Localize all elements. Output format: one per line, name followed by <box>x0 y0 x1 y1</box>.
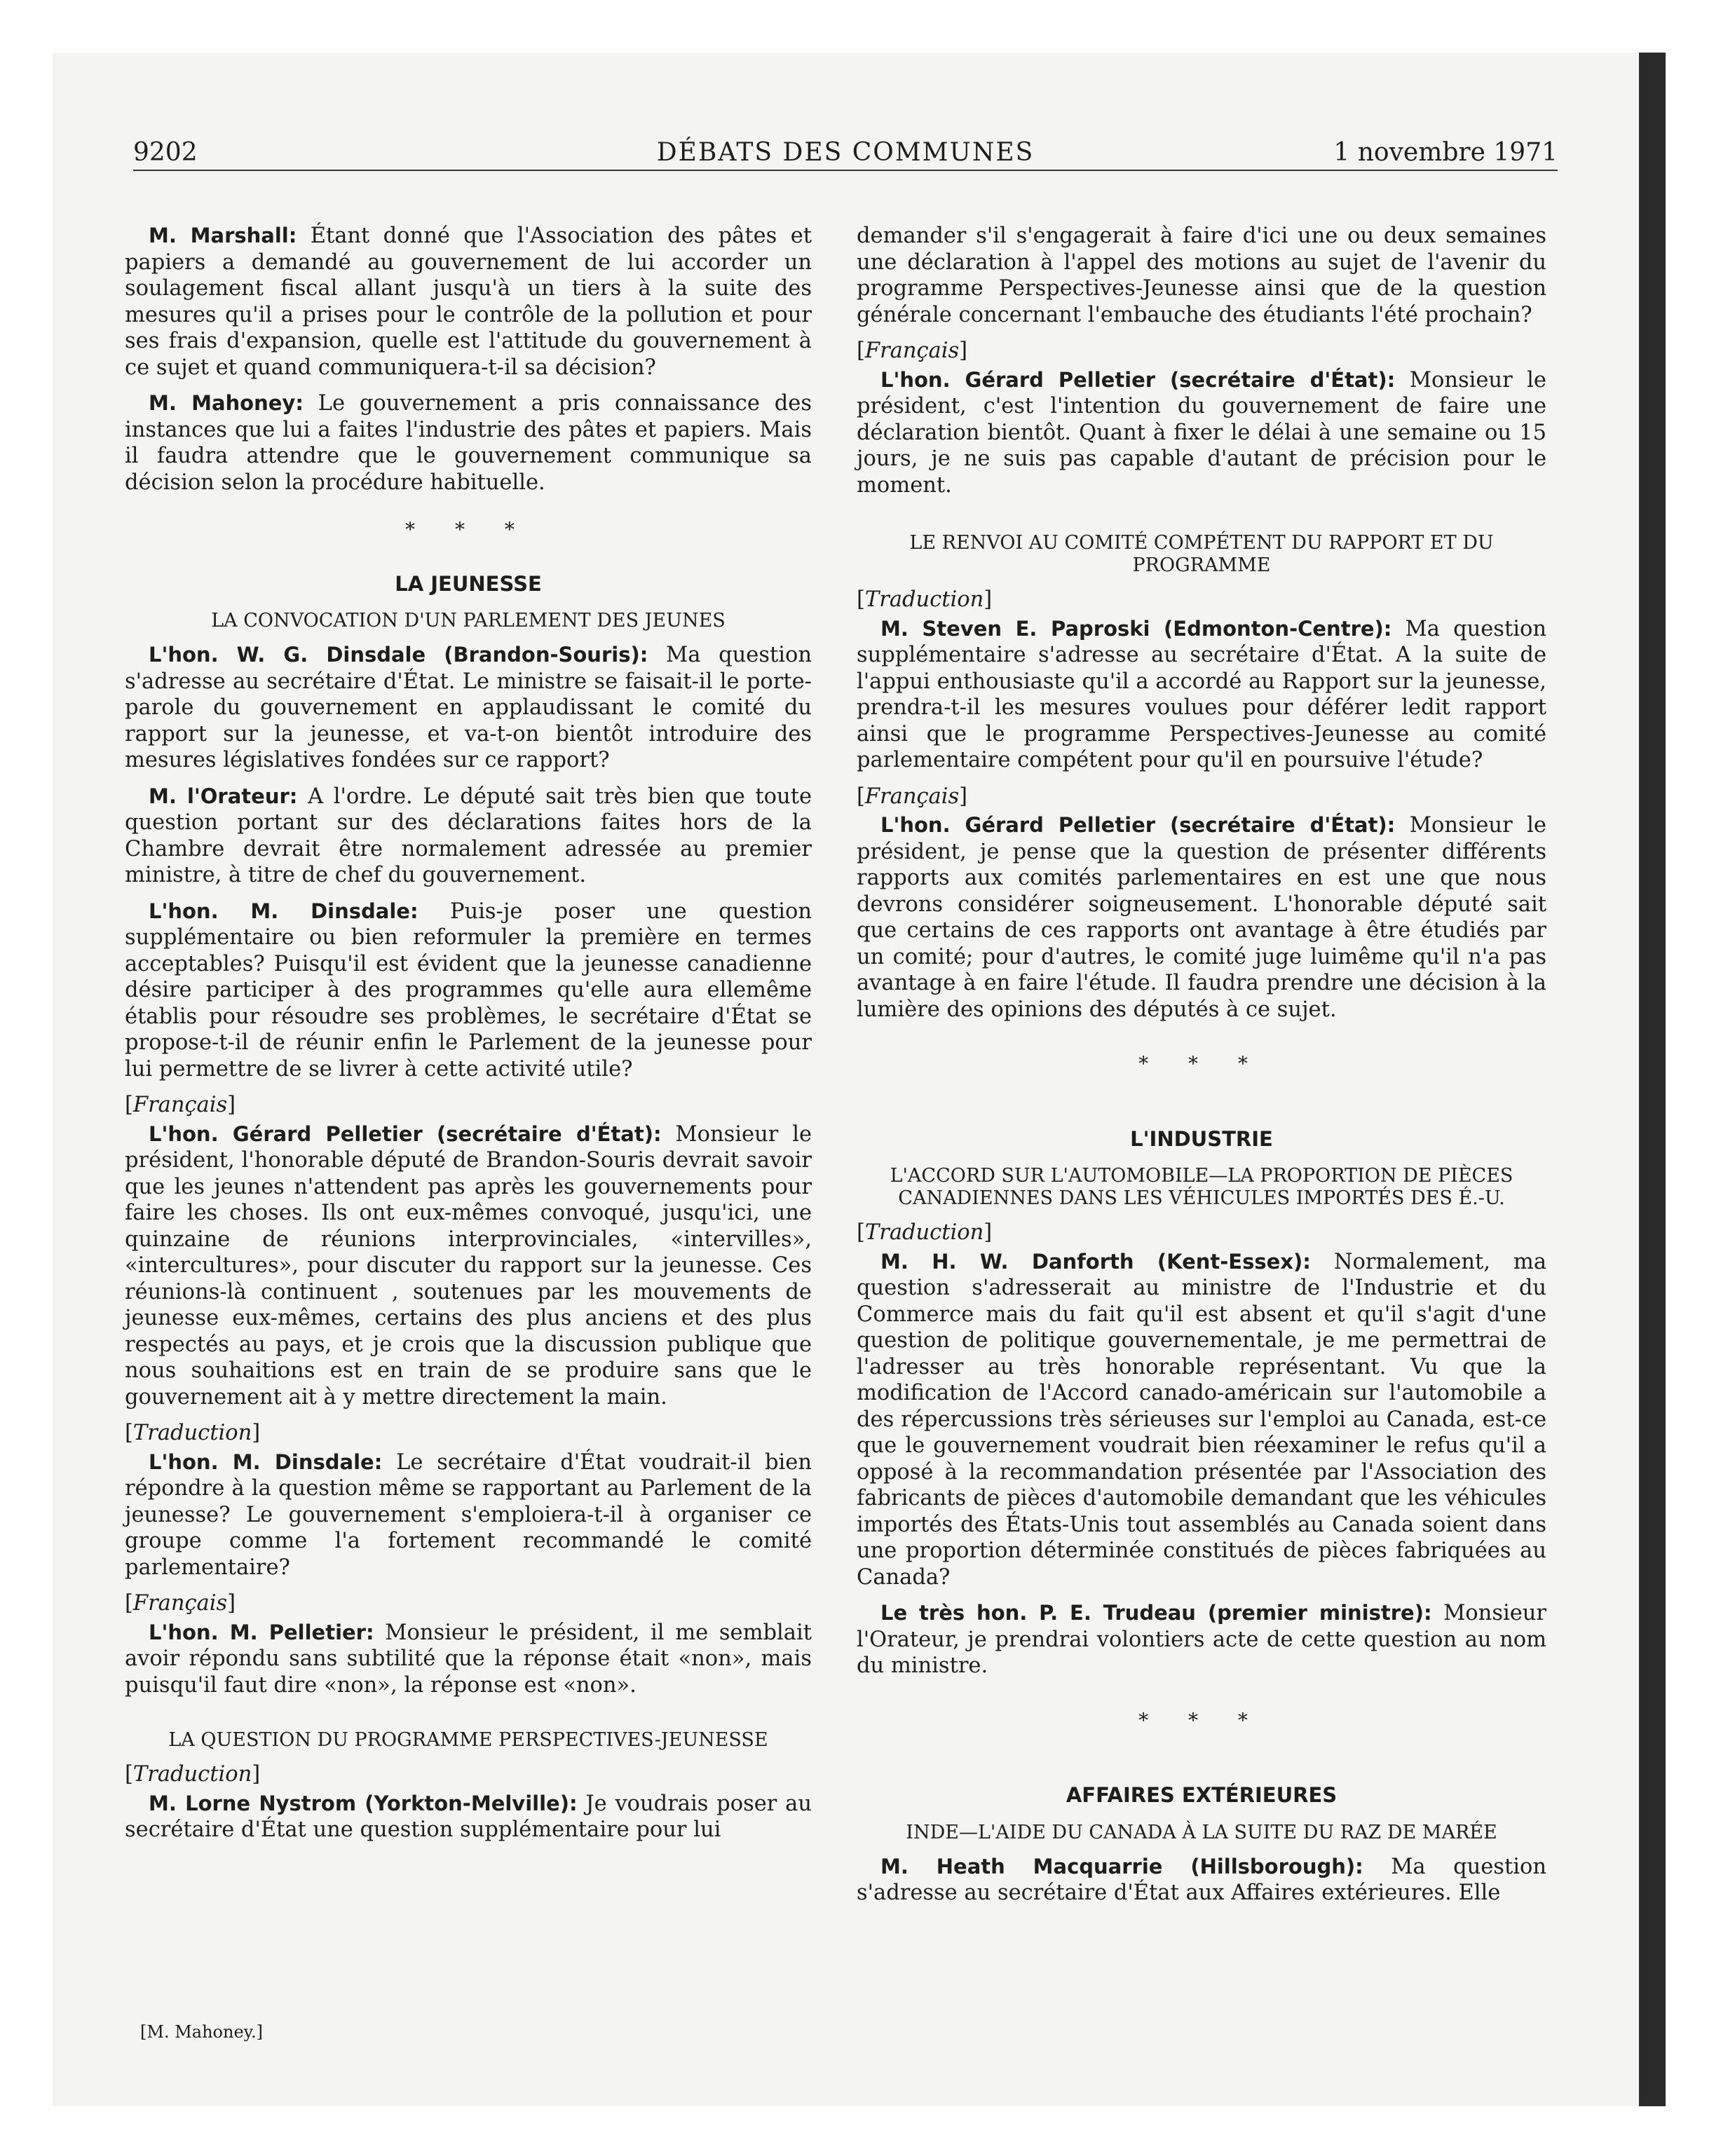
speech-text: Étant donné que l'Association des pâtes et papiers a demandé au gouvernement de lui accorder un soulagement fiscal allant jusqu'à un tiers à la suite des mesures qu'il a prises pour le contrôle de la pollution et pour ses frais d'expansion, quelle est l'attitude du gouvernement à ce sujet et quand communiquera-t-il sa décision? <box>125 224 812 380</box>
paragraph <box>857 812 1546 1023</box>
speech-text: demander s'il s'engagerait à faire d'ici une ou deux semaines une déclaration à l'appel des motions au sujet de l'avenir du programme Perspectives-Jeunesse ainsi que de la question générale concernant l'embauche des étudiants l'été prochain? <box>857 224 1546 327</box>
section-separator: * * * <box>405 518 531 541</box>
section-heading: LA JEUNESSE <box>395 571 542 596</box>
speaker-name: M. Mahoney: <box>149 391 304 415</box>
paragraph <box>857 1249 1546 1591</box>
speaker-name: L'hon. Gérard Pelletier (secrétaire d'État): <box>880 813 1396 837</box>
language-note <box>125 1761 812 1788</box>
speech-text: Ma question s'adresse au secrétaire d'État. Le ministre se faisait-il le porte-parole du gouvernement en applaudissant le comité du rapport sur la jeunesse, et va-t-on bientôt introduire des mesures législatives fondées sur ce rapport? <box>125 643 812 772</box>
speech-text: Je voudrais poser au secrétaire d'État une question supplémentaire pour lui <box>125 1791 812 1842</box>
speaker-name: M. Marshall: <box>149 224 297 247</box>
speech-text: Ma question s'adresse au secrétaire d'État aux Affaires extérieures. Elle <box>857 1854 1546 1905</box>
issue-date: 1 novembre 1971 <box>1333 138 1558 167</box>
language-note <box>125 1092 812 1119</box>
speech-text: Monsieur le président, il me semblait avoir répondu sans subtilité que la réponse était «non», mais puisqu'il faut dire «non», la réponse est «non». <box>125 1620 812 1698</box>
language-label: [ Traduction ] <box>857 587 992 612</box>
section-heading: L'INDUSTRIE <box>1130 1126 1273 1151</box>
speech-text: Normalement, ma question s'adresserait au ministre de l'Industrie et du Commerce mais du fait qu'il est absent et qu'il s'agit d'une question de politique gouvernementale, je me permettrai de l'adresser au très honorable représentant. Vu que la modification de l'Accord canado-américain sur l'automobile a des répercussions très sérieuses sur l'emploi au Canada, est-ce que le gouvernement voudrait bien réexaminer le refus qu'il a opposé à la recommandation présentée par l'Association des fabricants de pièces d'automobile demandant que les véhicules importés des États-Unis tout assemblés au Canada soient dans une proportion déterminée constitués de pièces fabriquées au Canada? <box>857 1249 1547 1590</box>
right-column <box>857 223 1546 1916</box>
speaker-name: L'hon. Gérard Pelletier (secrétaire d'État): <box>149 1121 662 1146</box>
speech-text: A l'ordre. Le député sait très bien que toute question portant sur des déclarations faites hors de la Chambre devrait être normalement adressée au premier ministre, à titre de chef du gouvernement. <box>125 784 812 887</box>
speech-text: Monsieur le président, c'est l'intention du gouvernement de faire une déclaration bientôt. Quant à fixer le délai à une semaine ou 15 jours, je ne suis pas capable d'autant de précision pour le moment. <box>857 367 1546 498</box>
paragraph <box>125 1620 812 1699</box>
publication-title: DÉBATS DES COMMUNES <box>656 138 1035 167</box>
subheading: LA CONVOCATION D'UN PARLEMENT DES JEUNES <box>211 610 726 632</box>
speech-text: Monsieur le président, l'honorable député de Brandon-Souris devrait savoir que les jeunes n'attendent pas après les gouvernements pour faire les choses. Ils ont eux-mêmes convoqué, jusqu'ici, une quinzaine de réunions interprovinciales, «intervilles», «intercultures», pour discuter du rapport sur la jeunesse. Ces réunions-là continuent , soutenues par les mouvements de jeunesse eux-mêmes, certains des plus anciens et des plus respectés au pays, et je crois que la discussion publique que nous souhaitions est en train de se produire sans que le gouvernement ait à y mettre directement la main. <box>125 1121 812 1410</box>
paragraph <box>857 616 1546 774</box>
language-note <box>857 1220 1546 1246</box>
language-note <box>857 338 1546 364</box>
speaker-name: M. H. W. Danforth (Kent-Essex): <box>880 1249 1311 1274</box>
language-label: [ Français ] <box>857 784 967 809</box>
subheading: INDE—L'AIDE DU CANADA À LA SUITE DU RAZ DE MARÉE <box>906 1821 1497 1843</box>
speech-text: Monsieur l'Orateur, je prendrai volontiers acte de cette question au nom du ministre. <box>857 1601 1546 1678</box>
paragraph <box>857 367 1546 499</box>
language-note <box>857 784 1546 810</box>
language-label: [ Traduction ] <box>125 1762 260 1787</box>
section-separator: * * * <box>1138 1708 1265 1732</box>
speaker-name: M. Steven E. Paproski (Edmonton-Centre): <box>880 616 1392 641</box>
page-header <box>133 135 1558 171</box>
binding-edge <box>1639 53 1666 2106</box>
language-label: [ Français ] <box>857 339 967 363</box>
footnote: [M. Mahoney.] <box>140 2022 264 2042</box>
paragraph <box>857 223 1546 328</box>
language-label: [ Français ] <box>125 1591 236 1616</box>
speaker-name: L'hon. M. Dinsdale: <box>149 1449 383 1474</box>
speaker-name: L'hon. Gérard Pelletier (secrétaire d'État): <box>880 367 1396 392</box>
left-column <box>125 223 812 1853</box>
speech-text: Le secrétaire d'État voudrait-il bien répondre à la question même se rapportant au Parlement de la jeunesse? Le gouvernement s'emploiera-t-il à organiser ce groupe comme l'a fortement recommandé le comité parlementaire? <box>125 1449 812 1580</box>
paragraph <box>125 1449 812 1581</box>
paragraph <box>125 1121 812 1411</box>
page-number: 9202 <box>133 138 198 167</box>
subheading: LA QUESTION DU PROGRAMME PERSPECTIVES-JEUNESSE <box>168 1729 768 1751</box>
speaker-name: L'hon. M. Dinsdale: <box>149 899 419 923</box>
subheading: L'ACCORD SUR L'AUTOMOBILE—LA PROPORTION DE PIÈCES CANADIENNES DANS LES VÉHICULES IMPORTÉS DES É.-U. <box>890 1165 1513 1209</box>
paragraph <box>857 1854 1546 1906</box>
speech-text: Le gouvernement a pris connaissance des instances que lui a faites l'industrie des pâtes et papiers. Mais il faudra attendre que le gouvernement communique sa décision selon la procédure habituelle. <box>125 391 812 495</box>
speech-text: Ma question supplémentaire s'adresse au secrétaire d'État. A la suite de l'appui enthousiaste qu'il a accordé au Rapport sur la jeunesse, prendra-t-il les mesures voulues pour déférer ledit rapport ainsi que le programme Perspectives-Jeunesse au comité parlementaire compétent pour qu'il en poursuive l'étude? <box>857 616 1546 772</box>
speech-text: Monsieur le président, je pense que la question de présenter différents rapports aux comités parlementaires en est une que nous devrons considérer soigneusement. L'honorable député sait que certains de ces rapports ont avantage à être étudiés par un comité; pour d'autres, le comité juge luimême qu'il n'a pas avantage à en faire l'étude. Il faudra prendre une décision à la lumière des opinions des députés à ce sujet. <box>857 813 1546 1022</box>
paragraph <box>125 223 812 381</box>
speaker-name: Le très hon. P. E. Trudeau (premier ministre): <box>880 1601 1432 1625</box>
paragraph <box>125 390 812 496</box>
language-note <box>125 1420 812 1447</box>
language-note <box>125 1590 812 1617</box>
language-label: [ Traduction ] <box>857 1220 992 1245</box>
paragraph <box>125 784 812 889</box>
speaker-name: L'hon. W. G. Dinsdale (Brandon-Souris): <box>149 643 648 667</box>
section-heading: AFFAIRES EXTÉRIEURES <box>1066 1783 1338 1807</box>
language-label: [ Traduction ] <box>125 1421 260 1445</box>
speaker-name: M. l'Orateur: <box>149 784 298 808</box>
section-separator: * * * <box>1138 1052 1265 1075</box>
language-note <box>857 587 1546 613</box>
speaker-name: L'hon. M. Pelletier: <box>149 1620 374 1644</box>
speaker-name: M. Lorne Nystrom (Yorkton-Melville): <box>149 1791 578 1815</box>
speaker-name: M. Heath Macquarrie (Hillsborough): <box>880 1854 1363 1878</box>
language-label: [ Français ] <box>125 1093 236 1117</box>
speech-text: Puis-je poser une question supplémentaire ou bien reformuler la première en termes acceptables? Puisqu'il est évident que la jeunesse canadienne désire participer à des programmes qu'elle aura ellemême établis pour résoudre ses problèmes, le secrétaire d'État se propose-t-il de réunir enfin le Parlement de la jeunesse pour lui permettre de se livrer à cette activité utile? <box>125 899 812 1082</box>
paragraph <box>125 1791 812 1843</box>
paragraph <box>125 899 812 1083</box>
subheading: LE RENVOI AU COMITÉ COMPÉTENT DU RAPPORT ET DU PROGRAMME <box>909 532 1494 576</box>
paragraph <box>125 642 812 774</box>
paragraph <box>857 1600 1546 1679</box>
